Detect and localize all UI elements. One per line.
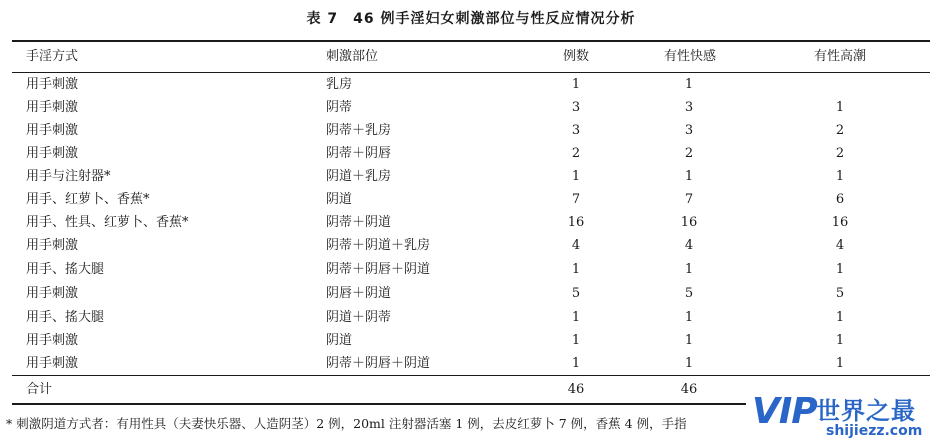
cell-site: 阴道＋阴蒂	[326, 310, 392, 325]
table-row	[0, 119, 942, 143]
table-row	[0, 165, 942, 189]
cell-orgasm: 1	[835, 100, 845, 115]
header-orgasm: 有性高潮	[813, 49, 866, 64]
table-footnote: * 刺激阴道方式者：有用性具（夫妻快乐器、人造阴茎）2 例，20ml 注射器活塞 1 例，去皮红萝卜 7 例，香蕉 4 例，手指	[6, 416, 687, 431]
table-row	[0, 306, 942, 330]
cell-site: 阴道＋乳房	[326, 169, 392, 184]
cell-pleasure: 16	[680, 215, 698, 230]
cell-site: 阴蒂＋阴唇＋阴道	[326, 262, 431, 277]
cell-method: 用手刺激	[26, 146, 79, 161]
table-row	[0, 211, 942, 235]
cell-method: 用手刺激	[26, 286, 79, 301]
cell-cases: 1	[571, 333, 581, 348]
total-pleasure: 46	[680, 382, 698, 397]
cell-method: 用手刺激	[26, 100, 79, 115]
cell-orgasm: 1	[835, 262, 845, 277]
cell-site: 阴蒂	[326, 100, 353, 115]
cell-cases: 1	[571, 169, 581, 184]
header-site: 刺激部位	[326, 49, 379, 64]
watermark-title: 世界之最	[816, 397, 916, 425]
cell-cases: 1	[571, 77, 581, 92]
table-row	[0, 142, 942, 166]
cell-pleasure: 1	[684, 333, 694, 348]
cell-pleasure: 7	[684, 192, 694, 207]
header-method: 手淫方式	[26, 49, 79, 64]
cell-site: 阴蒂＋阴唇	[326, 146, 392, 161]
cell-cases: 1	[571, 356, 581, 371]
table-row	[0, 258, 942, 282]
cell-site: 阴道	[326, 192, 353, 207]
header-cases: 例数	[562, 49, 589, 64]
table-row	[0, 282, 942, 306]
cell-cases: 1	[571, 310, 581, 325]
cell-method: 用手、性具、红萝卜、香蕉*	[26, 215, 189, 230]
cell-method: 用手刺激	[26, 333, 79, 348]
cell-site: 乳房	[326, 77, 353, 92]
cell-cases: 3	[571, 100, 581, 115]
cell-orgasm: 2	[835, 146, 845, 161]
cell-orgasm: 4	[835, 238, 845, 253]
cell-method: 用手刺激	[26, 238, 79, 253]
table-header-row	[0, 45, 942, 69]
cell-site: 阴蒂＋乳房	[326, 123, 392, 138]
cell-cases: 2	[571, 146, 581, 161]
cell-orgasm: 1	[835, 356, 845, 371]
table-caption: 表 7 46 例手淫妇女刺激部位与性反应情况分析	[306, 11, 636, 27]
cell-pleasure: 3	[684, 100, 694, 115]
cell-orgasm: 5	[835, 286, 845, 301]
cell-site: 阴唇＋阴道	[326, 286, 392, 301]
total-cases: 46	[567, 382, 585, 397]
cell-orgasm: 1	[835, 310, 845, 325]
cell-site: 阴蒂＋阴道	[326, 215, 392, 230]
cell-pleasure: 1	[684, 169, 694, 184]
cell-method: 用手、搖大腿	[26, 262, 105, 277]
table-row	[0, 352, 942, 376]
cell-method: 用手刺激	[26, 356, 79, 371]
cell-cases: 5	[571, 286, 581, 301]
cell-method: 用手、红萝卜、香蕉*	[26, 192, 150, 207]
cell-pleasure: 4	[684, 238, 694, 253]
cell-cases: 16	[567, 215, 585, 230]
cell-orgasm: 6	[835, 192, 845, 207]
table-row	[0, 73, 942, 97]
cell-method: 用手刺激	[26, 123, 79, 138]
cell-pleasure: 1	[684, 77, 694, 92]
cell-orgasm: 2	[835, 123, 845, 138]
cell-method: 用手、搖大腿	[26, 310, 105, 325]
cell-cases: 7	[571, 192, 581, 207]
cell-cases: 1	[571, 262, 581, 277]
cell-cases: 4	[571, 238, 581, 253]
cell-pleasure: 1	[684, 262, 694, 277]
cell-pleasure: 1	[684, 310, 694, 325]
watermark-logo	[746, 385, 942, 447]
table-top-rule	[12, 40, 930, 42]
cell-orgasm: 1	[835, 169, 845, 184]
cell-method: 用手刺激	[26, 77, 79, 92]
table-row	[0, 234, 942, 258]
table-row	[0, 96, 942, 120]
cell-method: 用手与注射器*	[26, 169, 111, 184]
cell-pleasure: 1	[684, 356, 694, 371]
watermark-url: shijiezz.com	[826, 423, 923, 439]
cell-pleasure: 3	[684, 123, 694, 138]
table-row	[0, 329, 942, 353]
cell-pleasure: 2	[684, 146, 694, 161]
cell-site: 阴蒂＋阴唇＋阴道	[326, 356, 431, 371]
cell-cases: 3	[571, 123, 581, 138]
header-pleasure: 有性快感	[664, 49, 717, 64]
watermark-brand: VIP	[752, 391, 817, 432]
cell-orgasm: 1	[835, 333, 845, 348]
cell-site: 阴道	[326, 333, 353, 348]
cell-site: 阴蒂＋阴道＋乳房	[326, 238, 431, 253]
table-total-rule	[12, 375, 930, 376]
total-label: 合计	[26, 382, 53, 397]
cell-pleasure: 5	[684, 286, 694, 301]
table-row	[0, 188, 942, 212]
cell-orgasm: 16	[831, 215, 849, 230]
